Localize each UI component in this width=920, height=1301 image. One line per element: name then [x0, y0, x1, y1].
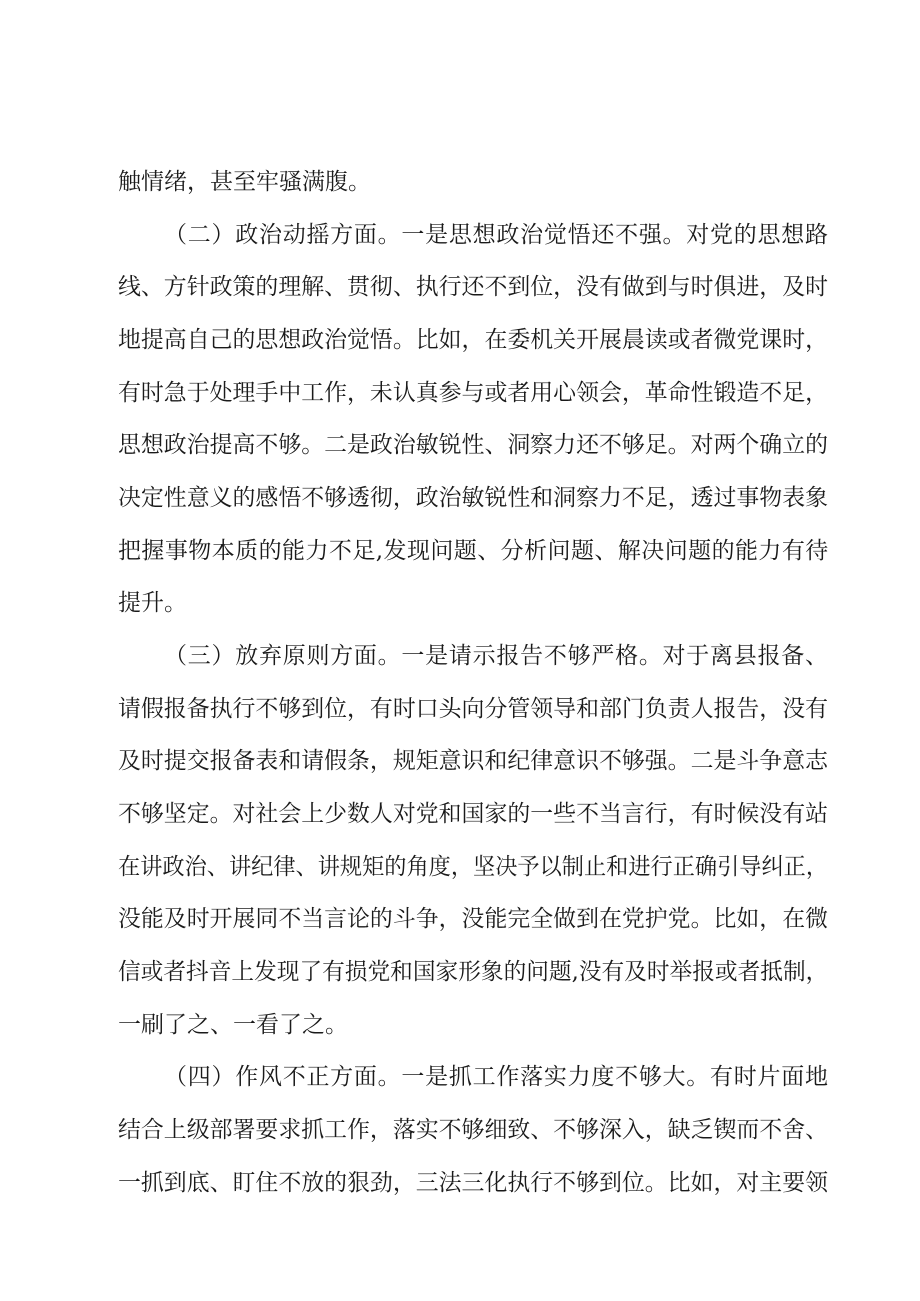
- text-line: 线、方针政策的理解、贯彻、执行还不到位，没有做到与时俱进，及时: [118, 274, 829, 300]
- text-line: 请假报备执行不够到位，有时口头向分管领导和部门负责人报告，没有: [118, 696, 829, 722]
- text-line: 一抓到底、盯住不放的狠劲，三法三化执行不够到位。比如，对主要领: [118, 1170, 829, 1196]
- text-line: （四）作风不正方面。一是抓工作落实力度不够大。有时片面地: [164, 1064, 829, 1090]
- text-line: 决定性意义的感悟不够透彻，政治敏锐性和洞察力不足，透过事物表象: [118, 485, 829, 511]
- text-line: 把握事物本质的能力不足,发现问题、分析问题、解决问题的能力有待: [118, 538, 829, 564]
- text-line: 地提高自己的思想政治觉悟。比如，在委机关开展晨读或者微党课时，: [118, 327, 829, 353]
- text-line: 没能及时开展同不当言论的斗争，没能完全做到在党护党。比如，在微: [118, 906, 829, 932]
- text-line: 触情绪，甚至牢骚满腹。: [118, 169, 371, 195]
- text-line: 思想政治提高不够。二是政治敏锐性、洞察力还不够足。对两个确立的: [118, 432, 829, 458]
- text-line: 有时急于处理手中工作，未认真参与或者用心领会，革命性锻造不足，: [118, 380, 829, 406]
- text-line: （三）放弃原则方面。一是请示报告不够严格。对于离县报备、: [164, 643, 829, 669]
- text-line: 及时提交报备表和请假条，规矩意识和纪律意识不够强。二是斗争意志: [118, 748, 829, 774]
- text-line: 不够坚定。对社会上少数人对党和国家的一些不当言行，有时候没有站: [118, 801, 829, 827]
- text-line: 提升。: [118, 590, 187, 616]
- text-line: 结合上级部署要求抓工作，落实不够细致、不够深入，缺乏锲而不舍、: [118, 1117, 829, 1143]
- text-line: （二）政治动摇方面。一是思想政治觉悟还不强。对党的思想路: [164, 222, 829, 248]
- text-line: 信或者抖音上发现了有损党和国家形象的问题,没有及时举报或者抵制，: [118, 959, 829, 985]
- text-line: 一刷了之、一看了之。: [118, 1012, 348, 1038]
- text-line: 在讲政治、讲纪律、讲规矩的角度，坚决予以制止和进行正确引导纠正，: [118, 854, 829, 880]
